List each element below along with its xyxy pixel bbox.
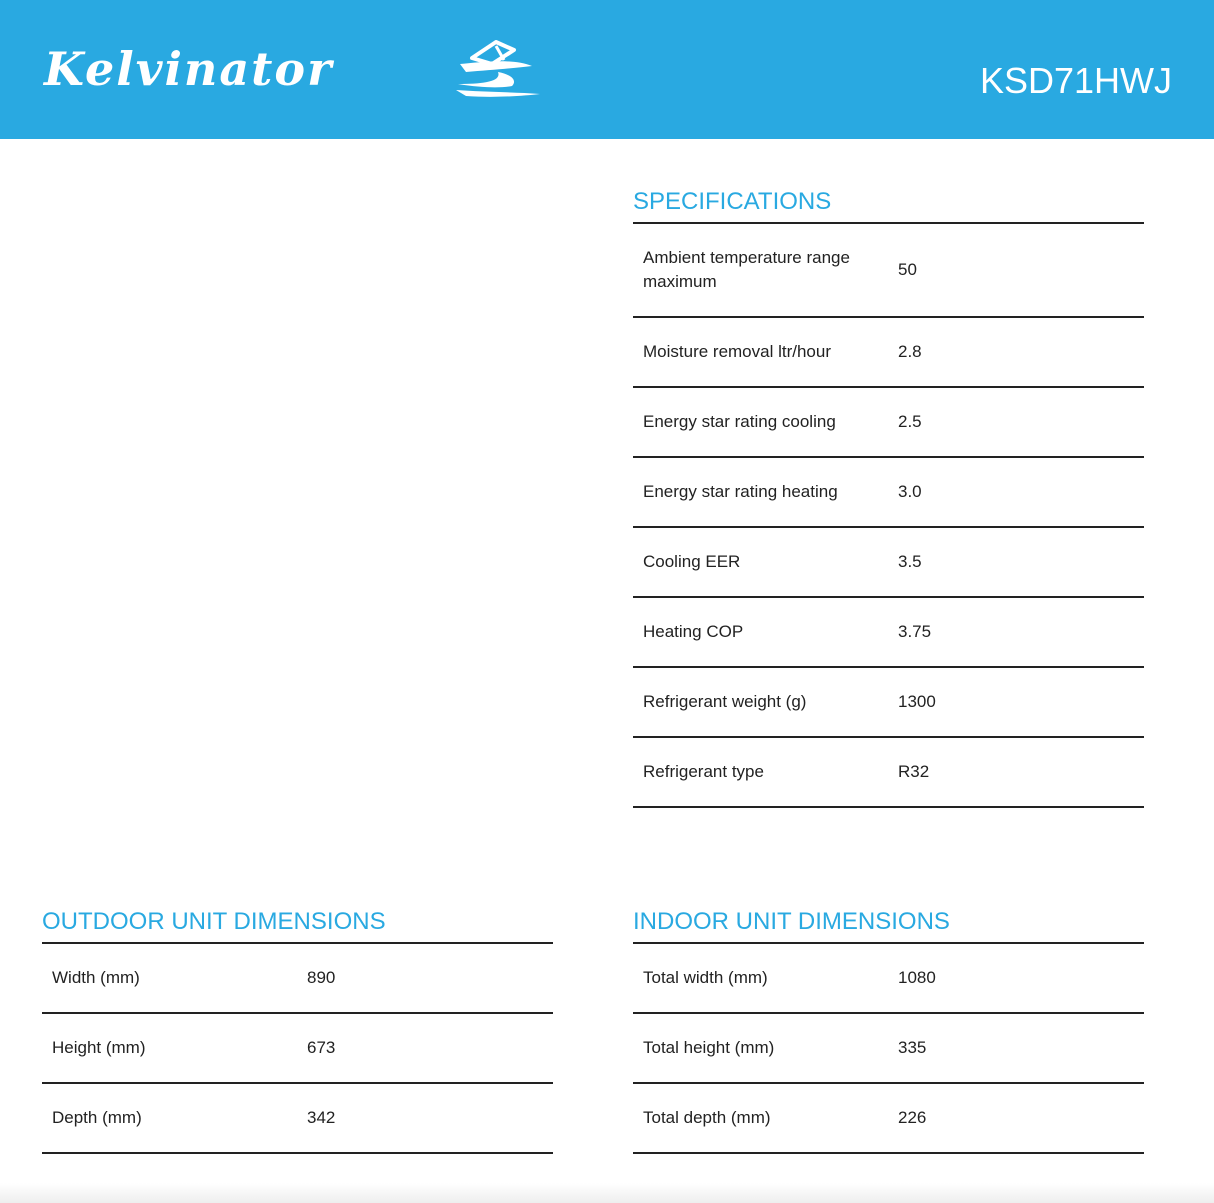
kelvinator-bird-logo-icon bbox=[452, 36, 544, 102]
spec-value: 2.5 bbox=[898, 412, 922, 431]
bottom-fade bbox=[0, 1183, 1214, 1203]
outdoor-row bbox=[42, 1014, 553, 1084]
indoor-value: 335 bbox=[898, 1038, 927, 1057]
spec-label: Moisture removal ltr/hour bbox=[643, 342, 832, 361]
spec-value: R32 bbox=[898, 762, 930, 781]
outdoor-value: 342 bbox=[307, 1108, 336, 1127]
indoor-label: Total height (mm) bbox=[643, 1038, 775, 1057]
outdoor-value: 673 bbox=[307, 1038, 336, 1057]
spec-row bbox=[633, 598, 1144, 668]
outdoor-dimensions-section bbox=[42, 902, 553, 1154]
outdoor-row bbox=[42, 944, 553, 1014]
indoor-dimensions-section bbox=[633, 902, 1144, 1154]
indoor-value: 1080 bbox=[898, 968, 936, 987]
spec-label: Refrigerant type bbox=[643, 762, 764, 781]
spec-value: 2.8 bbox=[898, 342, 922, 361]
spec-value: 3.75 bbox=[898, 622, 932, 641]
brand-logo-text: Kelvinator bbox=[44, 42, 334, 96]
outdoor-label: Depth (mm) bbox=[52, 1108, 142, 1127]
spec-value: 50 bbox=[898, 260, 917, 279]
spec-label: Ambient temperature range maximum bbox=[643, 248, 850, 291]
spec-value: 3.5 bbox=[898, 552, 922, 571]
spec-label: Refrigerant weight (g) bbox=[643, 692, 807, 711]
spec-row bbox=[633, 668, 1144, 738]
spec-value: 1300 bbox=[898, 692, 936, 711]
spec-label: Energy star rating heating bbox=[643, 482, 838, 501]
indoor-row bbox=[633, 944, 1144, 1014]
indoor-label: Total depth (mm) bbox=[643, 1108, 771, 1127]
indoor-row bbox=[633, 1084, 1144, 1154]
spec-row bbox=[633, 738, 1144, 808]
spec-row bbox=[633, 388, 1144, 458]
indoor-dimensions-title: INDOOR UNIT DIMENSIONS bbox=[633, 902, 1144, 944]
spec-label: Energy star rating cooling bbox=[643, 412, 836, 431]
spec-label: Cooling EER bbox=[643, 552, 741, 571]
spec-value: 3.0 bbox=[898, 482, 922, 501]
indoor-label: Total width (mm) bbox=[643, 968, 768, 987]
specifications-title: SPECIFICATIONS bbox=[633, 182, 1144, 224]
spec-row bbox=[633, 318, 1144, 388]
indoor-row bbox=[633, 1014, 1144, 1084]
outdoor-label: Width (mm) bbox=[52, 968, 140, 987]
outdoor-label: Height (mm) bbox=[52, 1038, 146, 1057]
spec-row bbox=[633, 224, 1144, 318]
indoor-value: 226 bbox=[898, 1108, 927, 1127]
outdoor-dimensions-title: OUTDOOR UNIT DIMENSIONS bbox=[42, 902, 553, 944]
spec-row bbox=[633, 528, 1144, 598]
header-bar bbox=[0, 0, 1214, 139]
outdoor-row bbox=[42, 1084, 553, 1154]
model-number: KSD71HWJ bbox=[979, 60, 1172, 101]
outdoor-value: 890 bbox=[307, 968, 336, 987]
specifications-section bbox=[633, 182, 1144, 808]
spec-label: Heating COP bbox=[643, 622, 744, 641]
spec-row bbox=[633, 458, 1144, 528]
